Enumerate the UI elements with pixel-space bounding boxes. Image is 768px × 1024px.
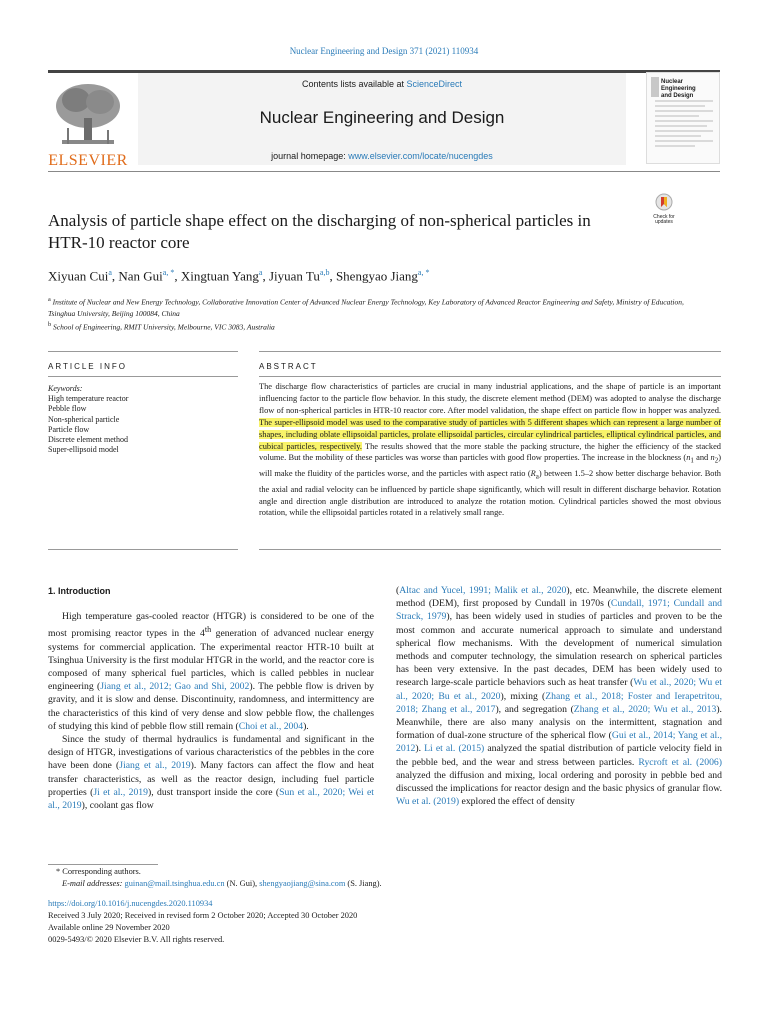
publisher-name: ELSEVIER bbox=[48, 152, 128, 169]
abstract-text bbox=[259, 381, 721, 519]
abstract-segment: The discharge flow characteristics of particles are crucial in many industrial applications, and the shape of particle is an important influencing factor to the particle flow behavior. In this study, the discrete element method (DEM) was adopted to analyse the discharge flow of non-spherical particles in HTR-10 reactor core. After model validation, the shape effect on particle flow in hopper was analyzed. bbox=[259, 382, 721, 415]
homepage-prefix: journal homepage: bbox=[271, 151, 349, 161]
citation-link[interactable]: Jiang et al., 2012; Gao and Shi, 2002 bbox=[100, 681, 250, 693]
affiliation-text: Institute of Nuclear and New Energy Technology, Collaborative Innovation Center of Advanced Nuclear Energy Technology, Key Laboratory of Advanced Reactor Engineering and Safety, Ministry of Education, Tsinghua University, Beijing 100084, China bbox=[48, 297, 684, 318]
email-label: E-mail addresses: bbox=[62, 879, 125, 888]
text-run: ), dust transport inside the core ( bbox=[148, 786, 280, 798]
journal-cover-thumbnail bbox=[646, 72, 720, 164]
body-column-left bbox=[48, 610, 374, 812]
text-run: generation of advanced nuclear energy systems for commercial application. The experimental reactor HTR-10 built at Tsinghua University is the first modular HTGR in the world, and the reactor core is composed of many spherical fuel particles, which is called pebbles in nuclear engineering ( bbox=[48, 628, 374, 693]
author-list: Xiyuan Cui$^a$, Nan Gui$^{a, *}$, Xingtuan Yang$^a$, Jiyuan Tu$^{a,b}$, Shengyao Jiang$^{a, *}$ bbox=[48, 268, 430, 284]
citation-link[interactable]: Wu et al. (2019) bbox=[396, 796, 460, 808]
affiliation-text: School of Engineering, RMIT University, Melbourne, VIC 3083, Australia bbox=[53, 322, 275, 331]
affiliation-item bbox=[48, 294, 688, 319]
text-run: ( bbox=[396, 585, 400, 596]
paragraph bbox=[48, 610, 374, 733]
bookmark-ribbon-icon bbox=[655, 193, 673, 214]
author-name: Xingtuan Yang bbox=[180, 268, 259, 284]
footnote-rule bbox=[48, 864, 158, 865]
author-name: Jiyuan Tu bbox=[268, 268, 320, 284]
corresponding-note: * Corresponding authors. bbox=[56, 867, 141, 876]
keyword-item: Pebble flow bbox=[48, 404, 87, 414]
body-column-right bbox=[396, 584, 722, 808]
article-info-heading: ARTICLE INFO bbox=[48, 362, 127, 371]
copyright: 0029-5493/© 2020 Elsevier B.V. All rights reserved. bbox=[48, 935, 225, 944]
article-info-subrule bbox=[48, 376, 238, 377]
text-run: ), and segregation ( bbox=[495, 703, 574, 715]
article-info-rule bbox=[48, 351, 238, 352]
text-run: ). Many factors can affect the flow and heat transfer characteristics, as well as the reactor design, including fuel particle properties ( bbox=[48, 760, 374, 798]
author-affiliation-mark[interactable]: a,b bbox=[319, 268, 330, 277]
citation-link[interactable]: Gui et al., 2014; Yang et al., 2012 bbox=[396, 730, 722, 755]
keyword-item: Discrete element method bbox=[48, 435, 128, 445]
symbol-subscript: a bbox=[535, 472, 539, 481]
text-run: ). bbox=[303, 720, 309, 732]
check-badge-label: Check for updates bbox=[653, 214, 675, 225]
keyword-item: Super-ellipsoid model bbox=[48, 445, 119, 455]
keywords-block bbox=[48, 384, 238, 455]
paragraph bbox=[48, 733, 374, 812]
email-link[interactable]: shengyaojiang@sina.com bbox=[259, 879, 346, 888]
text-run: ), has been widely used in studies of particles and proven to be the most common and accurate numerical approach to simulate and understand spherical flow mechanisms. With the development of numerical simulation methods and computer technology, the simulation research on spherical particles has been very extensive. In the past decades, DEM has been widely used to research large-scale particle behaviors such as heat transfer ( bbox=[396, 611, 723, 689]
text-run: ). The pebble flow is driven by gravity, and it is slow and dense. Discontinuity, randomness, and intermittency are the characteristics of this kind of very dense and slow pebble flow, the challenges of studying this kind of pebble flow still remain ( bbox=[48, 681, 374, 732]
cover-stripe-icon bbox=[651, 77, 659, 97]
contents-prefix: Contents lists available at bbox=[301, 79, 407, 89]
abstract-segment: ) between 1.5–2 show better discharge behavior. Both the axial and radial velocity can be influenced by particle shape significantly, which will result in different discharge behavior. Rotation angle and direction angle distribution are introduced to analyze the rotation motion. Cylindrical particles showed the most obvious rotation, while the ellipsoidal particles rotated in a relatively small range. bbox=[259, 469, 721, 518]
citation-link[interactable]: Rycroft et al. (2006) bbox=[638, 756, 722, 768]
article-title: Analysis of particle shape effect on the discharging of non-spherical particles in HTR-10 reactor core bbox=[48, 211, 591, 252]
author-affiliation-mark[interactable]: a bbox=[108, 268, 112, 277]
author-affiliation-mark[interactable]: a, * bbox=[417, 268, 430, 277]
author-name: Nan Gui bbox=[118, 268, 163, 284]
keywords-label: Keywords: bbox=[48, 384, 83, 393]
text-run: ), mixing ( bbox=[500, 690, 546, 702]
homepage-line bbox=[138, 151, 626, 161]
citation-link[interactable]: Cundall, 1971; Cundall and Strack, 1979 bbox=[396, 598, 722, 623]
citation-link[interactable]: Zhang et al., 2020; Wu et al., 2013 bbox=[573, 703, 717, 715]
running-head[interactable]: Nuclear Engineering and Design 371 (2021) 110934 bbox=[289, 46, 479, 56]
text-run: analyzed the diffusion and mixing, local ordering and porosity in pebble bed and discussed the implications for reactor design and the basic physics of granular flow. bbox=[396, 769, 722, 795]
text-run: ), etc. Meanwhile, the discrete element method (DEM), first proposed by Cundall in 1970s ( bbox=[396, 585, 722, 610]
homepage-link[interactable]: www.elsevier.com/locate/nucengdes bbox=[348, 151, 493, 161]
available-online: Available online 29 November 2020 bbox=[48, 923, 170, 932]
cover-title-line1: Nuclear Engineering bbox=[661, 79, 696, 92]
abstract-segment: ) will make the fluidity of the particles worse, and the particles with aspect ratio ( bbox=[259, 453, 721, 479]
sciencedirect-link[interactable]: ScienceDirect bbox=[406, 79, 463, 89]
abstract-segment: and bbox=[693, 453, 711, 463]
footnote-spacer bbox=[48, 890, 708, 898]
text-run: Since the study of thermal hydraulics is fundamental and significant in the design of HTGR, investigations of various characteristics of the pebbles in the core have been done ( bbox=[48, 734, 374, 772]
text-run: ), coolant gas flow bbox=[81, 800, 154, 812]
affiliation-mark: b bbox=[48, 320, 52, 328]
received-dates: Received 3 July 2020; Received in revised form 2 October 2020; Accepted 30 October 2020 bbox=[48, 911, 358, 920]
affiliations bbox=[48, 294, 688, 332]
cover-title bbox=[661, 79, 719, 100]
cover-title-line2: and Design bbox=[661, 93, 694, 99]
author-affiliation-mark[interactable]: a bbox=[258, 268, 263, 277]
journal-title: Nuclear Engineering and Design bbox=[259, 108, 505, 127]
citation-link[interactable]: Altac and Yucel, 1991; Malik et al., 2020 bbox=[399, 585, 567, 596]
text-run: analyzed the spatial distribution of particle velocity field in the pebble bed, and the wear and stress between particles. bbox=[396, 743, 722, 768]
symbol-subscript: 1 bbox=[690, 457, 694, 466]
abstract-bottom-rule bbox=[259, 549, 721, 550]
affiliation-mark: a bbox=[48, 296, 51, 303]
author-name: Shengyao Jiang bbox=[335, 268, 418, 284]
cover-text-lines-icon bbox=[655, 99, 713, 159]
citation-link[interactable]: Choi et al., 2004 bbox=[238, 720, 304, 732]
citation-link[interactable]: Sun et al., 2020; Wei et al., 2019 bbox=[48, 786, 374, 812]
email-link[interactable]: guinan@mail.tsinghua.edu.cn bbox=[124, 879, 225, 888]
citation-link[interactable]: Jiang et al., 2019 bbox=[119, 760, 191, 772]
affiliation-item bbox=[48, 319, 688, 333]
abstract-segment: The results showed that the more stable the packing structure, the higher the efficiency of the stacked volume. But the mobility of these particles was worse than particles with good flow properties. The increase in the blockness ( bbox=[259, 441, 721, 463]
email-line bbox=[48, 878, 708, 890]
article-info-bottom-rule bbox=[48, 549, 238, 550]
symbol-n: n bbox=[686, 453, 691, 463]
paragraph bbox=[396, 584, 722, 808]
symbol-r: R bbox=[530, 469, 536, 479]
keyword-item: Non-spherical particle bbox=[48, 414, 120, 424]
citation-link[interactable]: Wu et al., 2020; Wu et al., 2020; Bu et al., 2020 bbox=[396, 677, 722, 702]
citation-link[interactable]: Ji et al., 2019 bbox=[93, 786, 148, 798]
text-run: ). bbox=[415, 743, 425, 755]
contents-line bbox=[138, 79, 626, 89]
text-run: explored the effect of density bbox=[459, 796, 575, 808]
author-affiliation-mark[interactable]: a, * bbox=[162, 268, 175, 277]
citation-link[interactable]: Zhang et al., 2018; Foster and Ierapetritou, 2018; Zhang et al., 2017 bbox=[396, 690, 722, 715]
check-for-updates-badge[interactable] bbox=[646, 193, 682, 231]
email-owner: (N. Gui), bbox=[224, 879, 260, 888]
email-owner: (S. Jiang). bbox=[345, 879, 382, 888]
symbol-subscript: 2 bbox=[714, 457, 719, 466]
superscript: th bbox=[204, 625, 212, 635]
abstract-highlight[interactable]: The super-ellipsoid model was used to the comparative study of particles with 5 different shapes which can represent a large number of shapes, including oblate ellipsoidal particles, prolate ellipsoidal particles, circular cylindrical particles, elliptical cylindrical particles, and cubical particles, respectively. bbox=[259, 417, 721, 451]
text-run: High temperature gas-cooled reactor (HTGR) is considered to be one of the most promising reactor types in the 4 bbox=[48, 611, 374, 640]
keyword-item: High temperature reactor bbox=[48, 394, 129, 404]
doi-link[interactable]: https://doi.org/10.1016/j.nucengdes.2020.110934 bbox=[48, 899, 213, 908]
citation-link[interactable]: Li et al. (2015) bbox=[424, 743, 485, 755]
symbol-n: n bbox=[710, 453, 715, 463]
abstract-heading: ABSTRACT bbox=[259, 362, 318, 371]
text-run: ). Meanwhile, there are also many analysis on the intermittent, stagnation and formation of dual-zone structure of the spherical flow ( bbox=[396, 703, 722, 742]
author-name: Xiyuan Cui bbox=[48, 268, 109, 284]
footnotes bbox=[48, 866, 708, 946]
abstract-subrule bbox=[259, 376, 721, 377]
section-heading-introduction: 1. Introduction bbox=[48, 586, 111, 596]
keyword-item: Particle flow bbox=[48, 424, 90, 434]
abstract-rule bbox=[259, 351, 721, 352]
